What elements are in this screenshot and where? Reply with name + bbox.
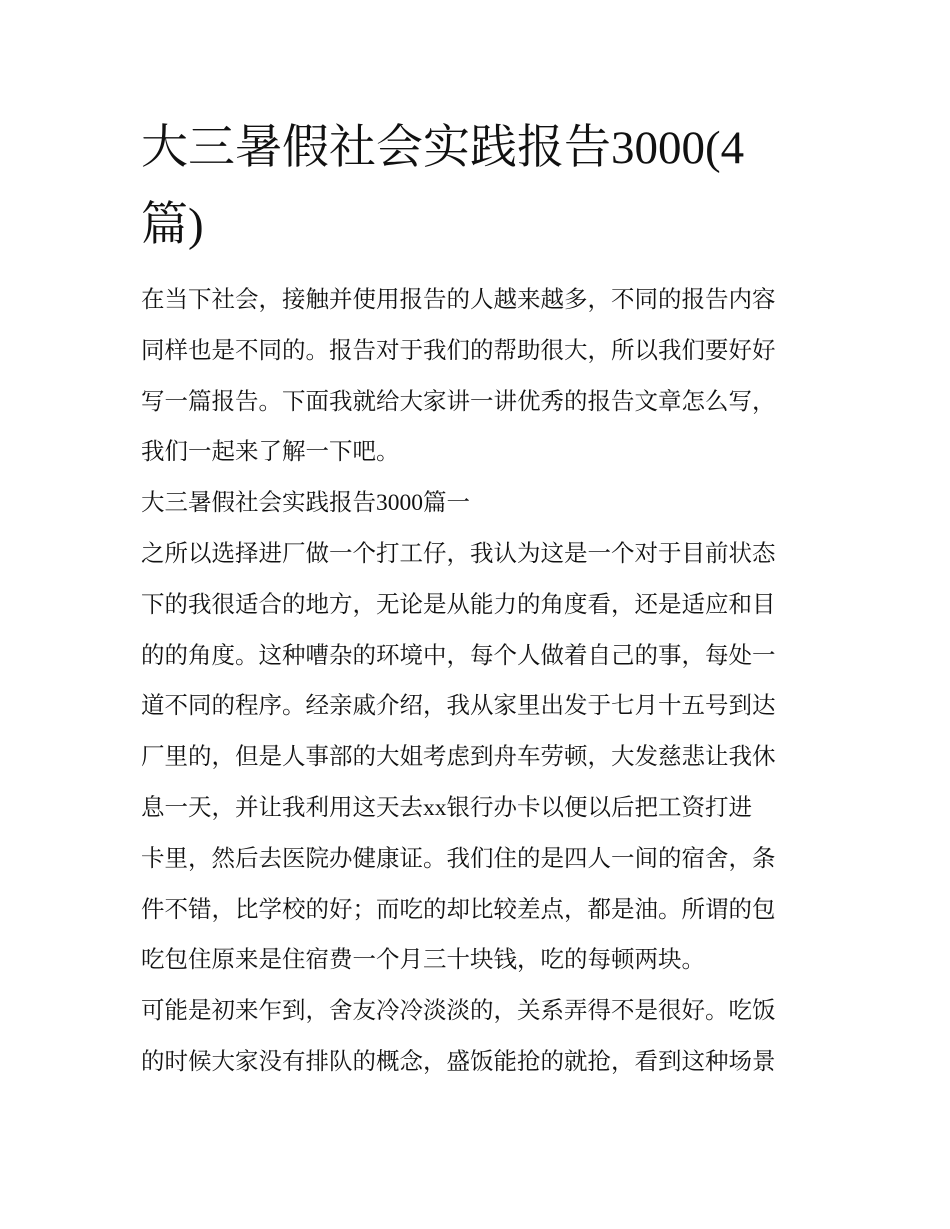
text-line: 写一篇报告。下面我就给大家讲一讲优秀的报告文章怎么写，: [141, 388, 776, 415]
title-line: 大三暑假社会实践报告3000(4: [141, 122, 745, 174]
text-line: 息一天，并让我利用这天去xx银行办卡以便以后把工资打进: [141, 794, 752, 821]
text-line: 的时候大家没有排队的概念，盛饭能抢的就抢，看到这种场景: [141, 1048, 776, 1075]
text-line: 可能是初来乍到，舍友冷冷淡淡的，关系弄得不是很好。吃饭: [141, 998, 776, 1025]
text-line: 同样也是不同的。报告对于我们的帮助很大，所以我们要好好: [141, 337, 776, 364]
text-line: 我们一起来了解一下吧。: [141, 439, 400, 466]
document-title: [141, 110, 821, 264]
text-line: 之所以选择进厂做一个打工仔，我认为这是一个对于目前状态: [141, 540, 776, 567]
section-heading: 大三暑假社会实践报告3000篇一: [141, 490, 470, 517]
title-line: 篇): [141, 199, 204, 251]
text-line: 在当下社会，接触并使用报告的人越来越多，不同的报告内容: [141, 287, 776, 313]
text-line: 的的角度。这种嘈杂的环境中，每个人做着自己的事，每处一: [141, 642, 776, 669]
text-line: 卡里，然后去医院办健康证。我们住的是四人一间的宿舍，条: [141, 845, 776, 872]
text-line: 下的我很适合的地方，无论是从能力的角度看，还是适应和目: [141, 591, 776, 618]
text-line: 厂里的，但是人事部的大姐考虑到舟车劳顿，大发慈悲让我休: [141, 744, 776, 771]
text-line: 吃包住原来是住宿费一个月三十块钱，吃的每顿两块。: [141, 947, 705, 974]
text-line: 件不错，比学校的好；而吃的却比较差点，都是油。所谓的包: [141, 896, 776, 923]
document-body: [141, 275, 821, 1088]
text-line: 道不同的程序。经亲戚介绍，我从家里出发于七月十五号到达: [141, 693, 776, 720]
